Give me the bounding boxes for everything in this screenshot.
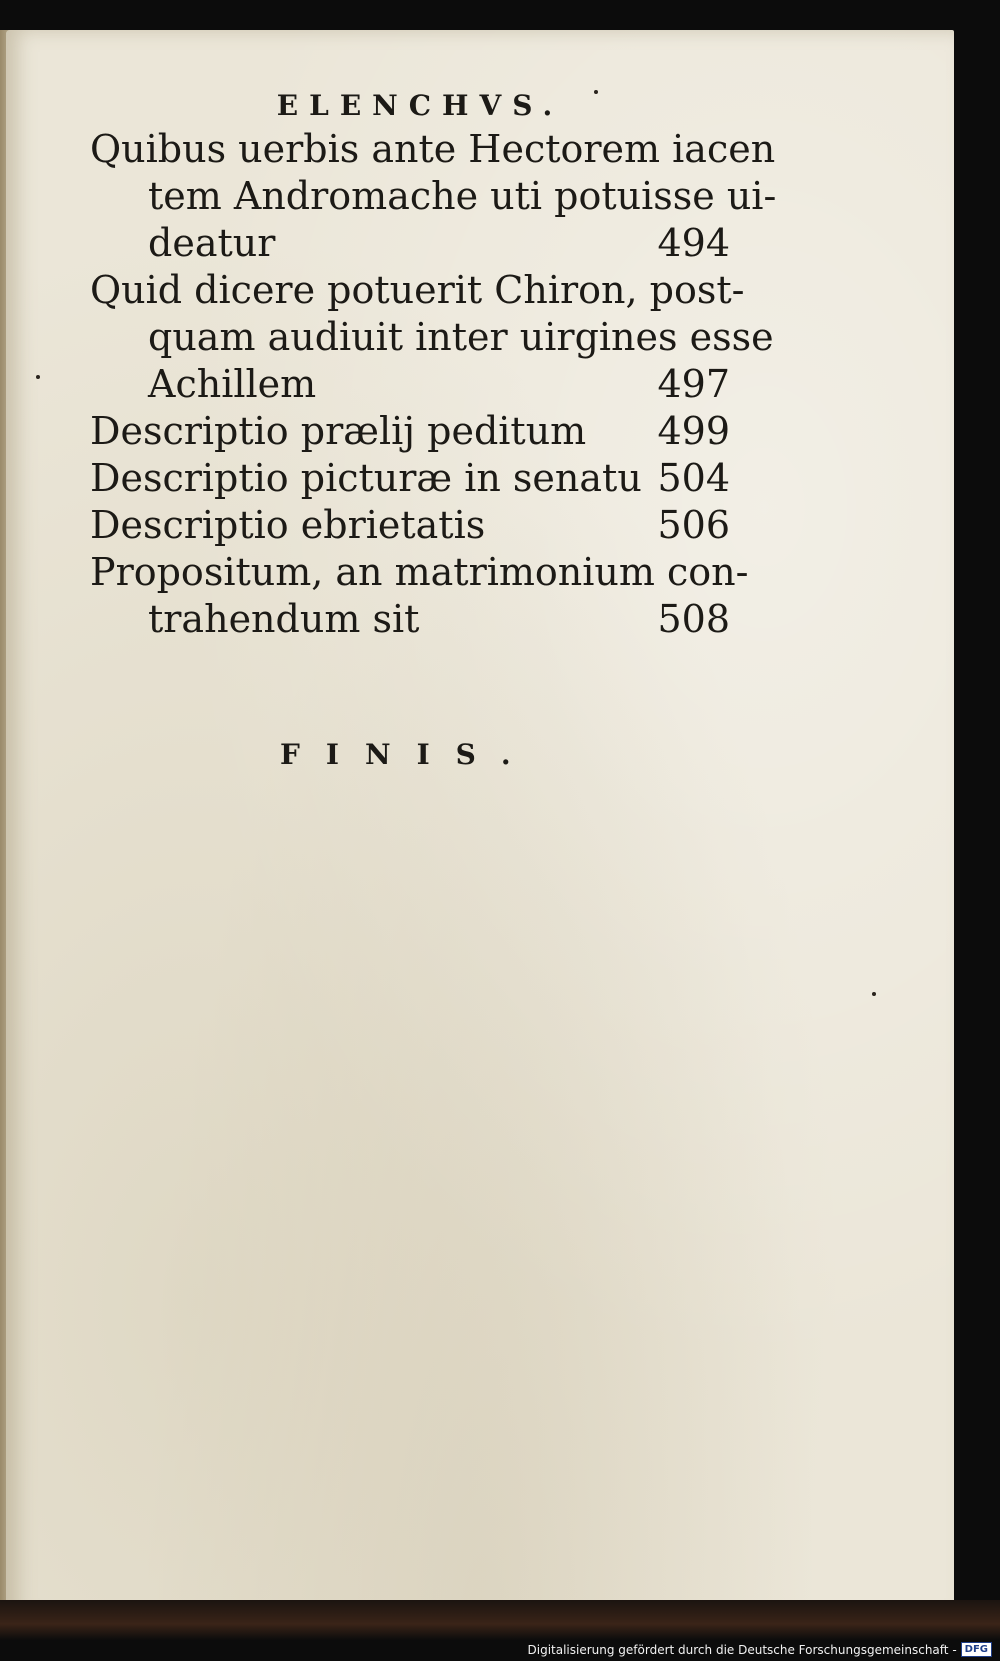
entry-line: Quibus uerbis ante Hectorem iacen bbox=[90, 127, 776, 171]
page-number: 506 bbox=[657, 503, 730, 547]
page-number: 508 bbox=[657, 597, 730, 641]
digitization-credit bbox=[528, 1642, 993, 1657]
running-head: ELENCHVS. bbox=[276, 89, 564, 122]
entry-line: Achillem bbox=[148, 362, 317, 406]
index-entry-5 bbox=[90, 502, 730, 549]
entry-line: Propositum, an matrimonium con- bbox=[90, 550, 749, 594]
paper-speck bbox=[36, 375, 40, 379]
page-number: 499 bbox=[657, 409, 730, 453]
index-entry-4 bbox=[90, 455, 730, 502]
page-number: 504 bbox=[657, 456, 730, 500]
entry-line: deatur bbox=[148, 221, 276, 265]
page-number: 494 bbox=[657, 221, 730, 265]
index-entry-2 bbox=[90, 267, 774, 408]
dfg-logo: DFG bbox=[961, 1642, 992, 1657]
index-entry-3 bbox=[90, 408, 730, 455]
entry-line: Descriptio ebrietatis bbox=[90, 503, 486, 547]
credit-text: Digitalisierung gefördert durch die Deutsche Forschungsgemeinschaft - bbox=[527, 1642, 957, 1657]
index-text bbox=[90, 88, 777, 643]
entry-line: Quid dicere potuerit Chiron, post- bbox=[90, 268, 745, 312]
finis-mark: FINIS. bbox=[280, 738, 537, 771]
binding-strip bbox=[0, 1600, 1000, 1640]
index-entry-1 bbox=[90, 126, 777, 267]
entry-line: tem Andromache uti potuisse ui- bbox=[148, 174, 777, 218]
page-number: 497 bbox=[657, 362, 730, 406]
index-entry-6 bbox=[90, 549, 749, 643]
entry-line: quam audiuit inter uirgines esse bbox=[148, 315, 774, 359]
entry-line: trahendum sit bbox=[148, 597, 420, 641]
entry-line: Descriptio prælij peditum bbox=[90, 409, 587, 453]
entry-line: Descriptio picturæ in senatu bbox=[90, 456, 642, 500]
paper-speck bbox=[872, 992, 876, 996]
